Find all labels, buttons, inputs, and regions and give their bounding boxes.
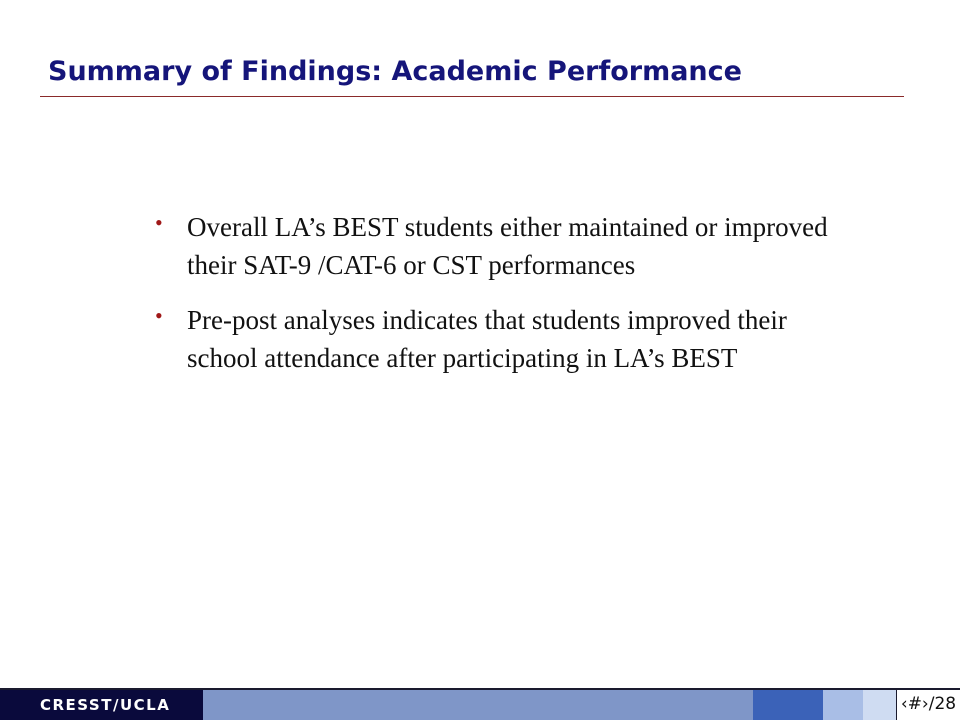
page-number: ‹#›/28 bbox=[896, 690, 960, 720]
title-divider bbox=[40, 96, 904, 97]
footer-band-blue bbox=[753, 690, 823, 720]
footer-band-mid bbox=[203, 690, 753, 720]
bullet-marker-icon: • bbox=[155, 303, 163, 328]
bullet-marker-icon: • bbox=[155, 210, 163, 235]
footer-bar bbox=[0, 688, 960, 720]
footer-logo-text: CRESST/UCLA bbox=[40, 696, 171, 714]
bullet-item bbox=[150, 301, 850, 377]
footer-logo bbox=[0, 690, 203, 720]
footer-band-pale bbox=[863, 690, 896, 720]
bullet-list bbox=[150, 208, 850, 394]
bullet-text: Pre-post analyses indicates that students improved their school attendance after participating in LA’s BEST bbox=[187, 305, 787, 373]
footer-band-light bbox=[823, 690, 863, 720]
slide-title: Summary of Findings: Academic Performance bbox=[48, 56, 742, 87]
bullet-text: Overall LA’s BEST students either maintained or improved their SAT-9 /CAT-6 or CST performances bbox=[187, 212, 828, 280]
bullet-item bbox=[150, 208, 850, 284]
